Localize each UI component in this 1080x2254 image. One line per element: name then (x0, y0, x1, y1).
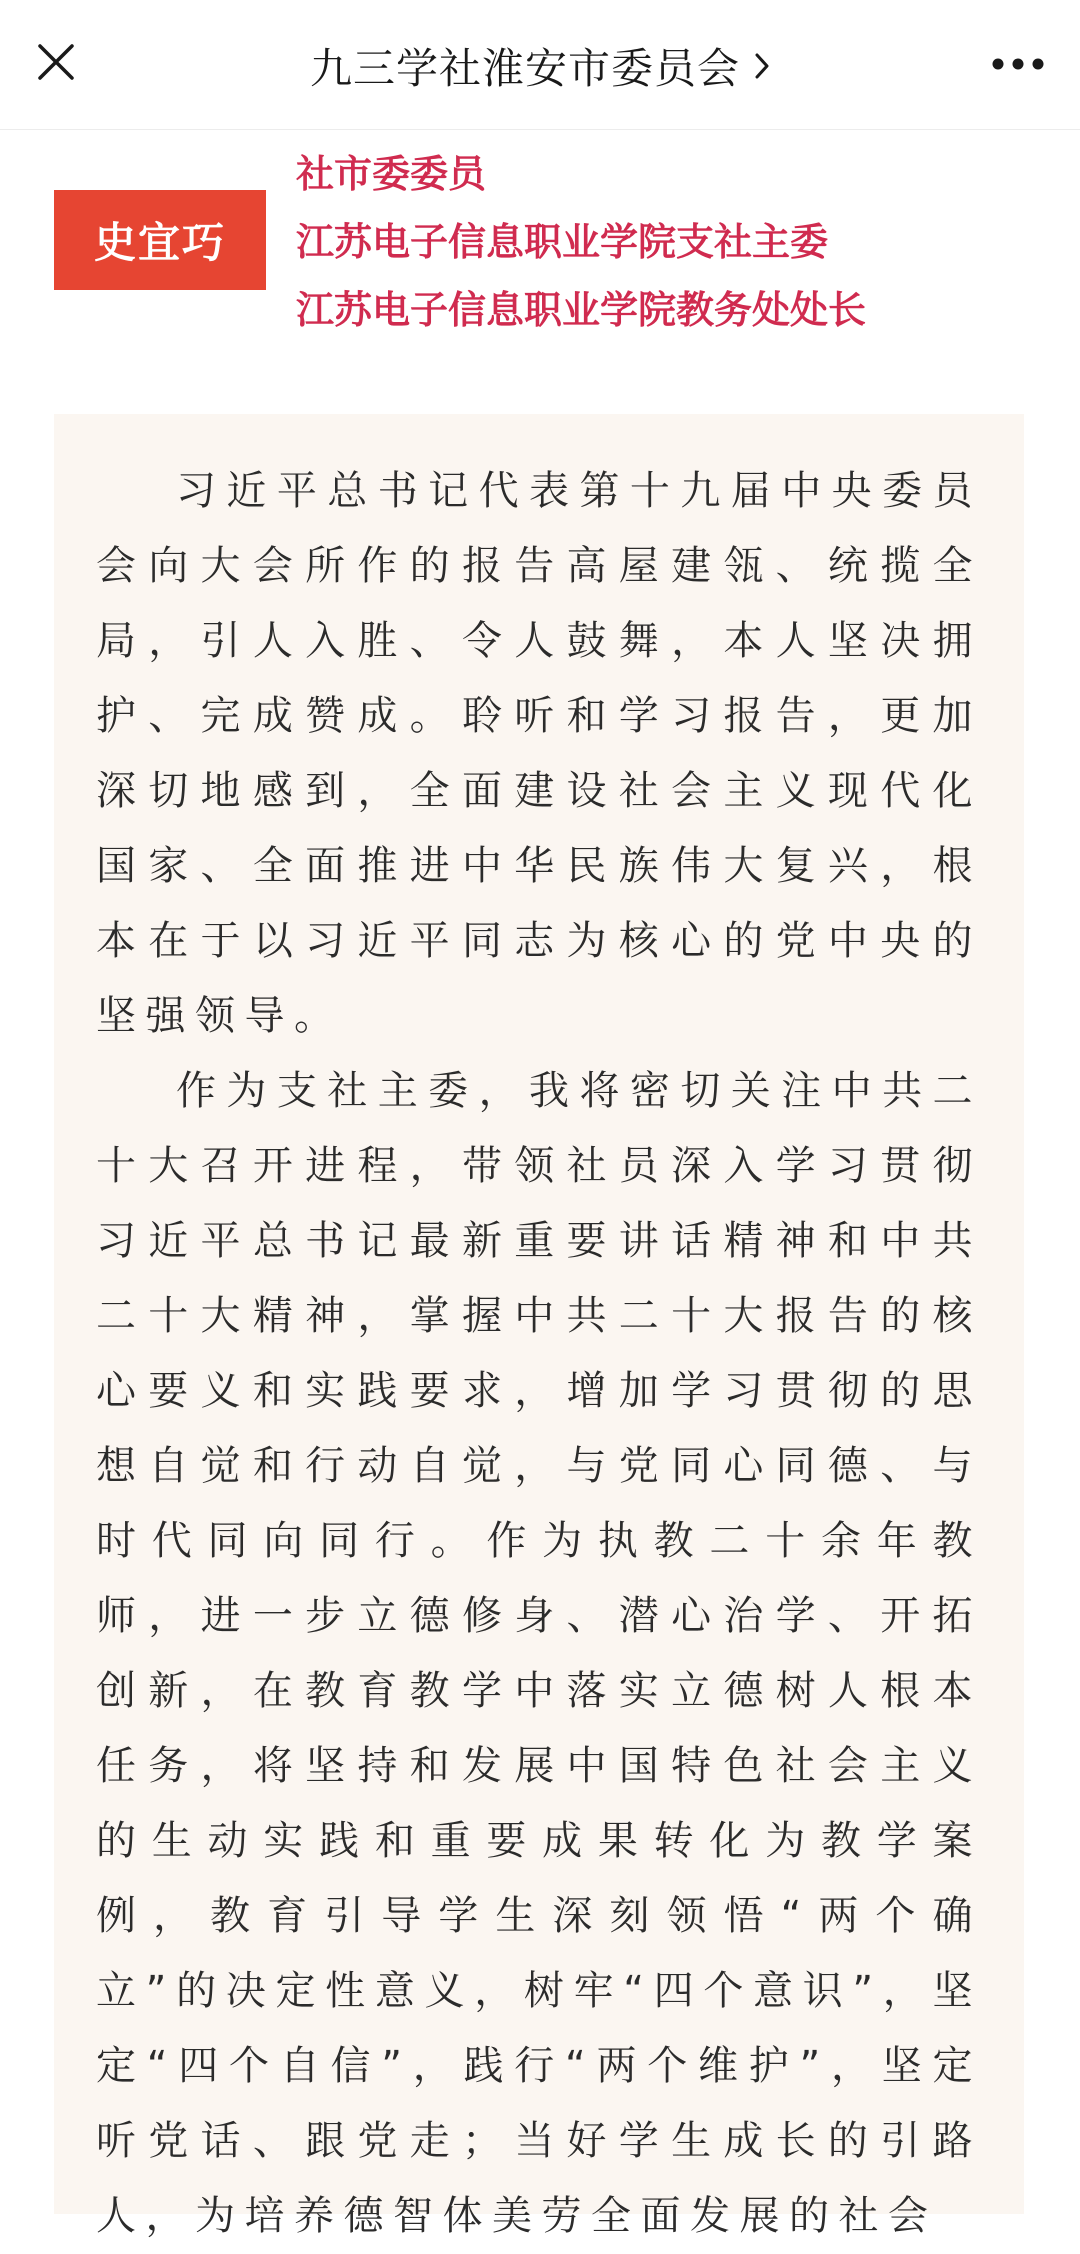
author-role: 江苏电子信息职业学院教务处处长 (296, 288, 867, 332)
article-card (54, 414, 1024, 2239)
more-dots-icon (992, 55, 1044, 74)
author-name-badge: 史宜巧 (54, 190, 266, 290)
page-title: 九三学社淮安市委员会 (309, 44, 740, 93)
author-roles (296, 140, 866, 344)
chevron-right-icon (754, 52, 770, 80)
more-button[interactable] (982, 36, 1054, 92)
article-paragraph: 作为支社主委，我将密切关注中共二十大召开进程，带领社员深入学习贯彻习近平总书记最新重要讲话精神和中共二十大精神，掌握中共二十大报告的核心要义和实践要求，增加学习贯彻的思想自觉和行动自觉，与党同心同德、与时代同向同行。作为执教二十余年教师，进一步立德修身、潜心治学、开拓创新，在教育教学中落实立德树人根本任务，将坚持和发展中国特色社会主义的生动实践和重要成果转化为教学案例，教育引导学生深刻领悟“两个确立”的决定性意义，树牢“四个意识”，坚定“四个自信”，践行“两个维护”，坚定听党话、跟党走；当好学生成长的引路人，为培养德智体美劳全面发展的社会 (96, 1068, 982, 2239)
article-body (96, 454, 982, 2254)
author-role: 社市委委员 (296, 152, 487, 196)
author-info (0, 130, 1080, 380)
account-title-link[interactable] (0, 36, 1080, 96)
author-role: 江苏电子信息职业学院支社主委 (296, 220, 829, 264)
top-bar (0, 0, 1080, 130)
article-paragraph: 习近平总书记代表第十九届中央委员会向大会所作的报告高屋建瓴、统揽全局，引人入胜、令人鼓舞，本人坚决拥护、完成赞成。聆听和学习报告，更加深切地感到，全面建设社会主义现代化国家、全面推进中华民族伟大复兴，根本在于以习近平同志为核心的党中央的坚强领导。 (96, 468, 982, 1039)
